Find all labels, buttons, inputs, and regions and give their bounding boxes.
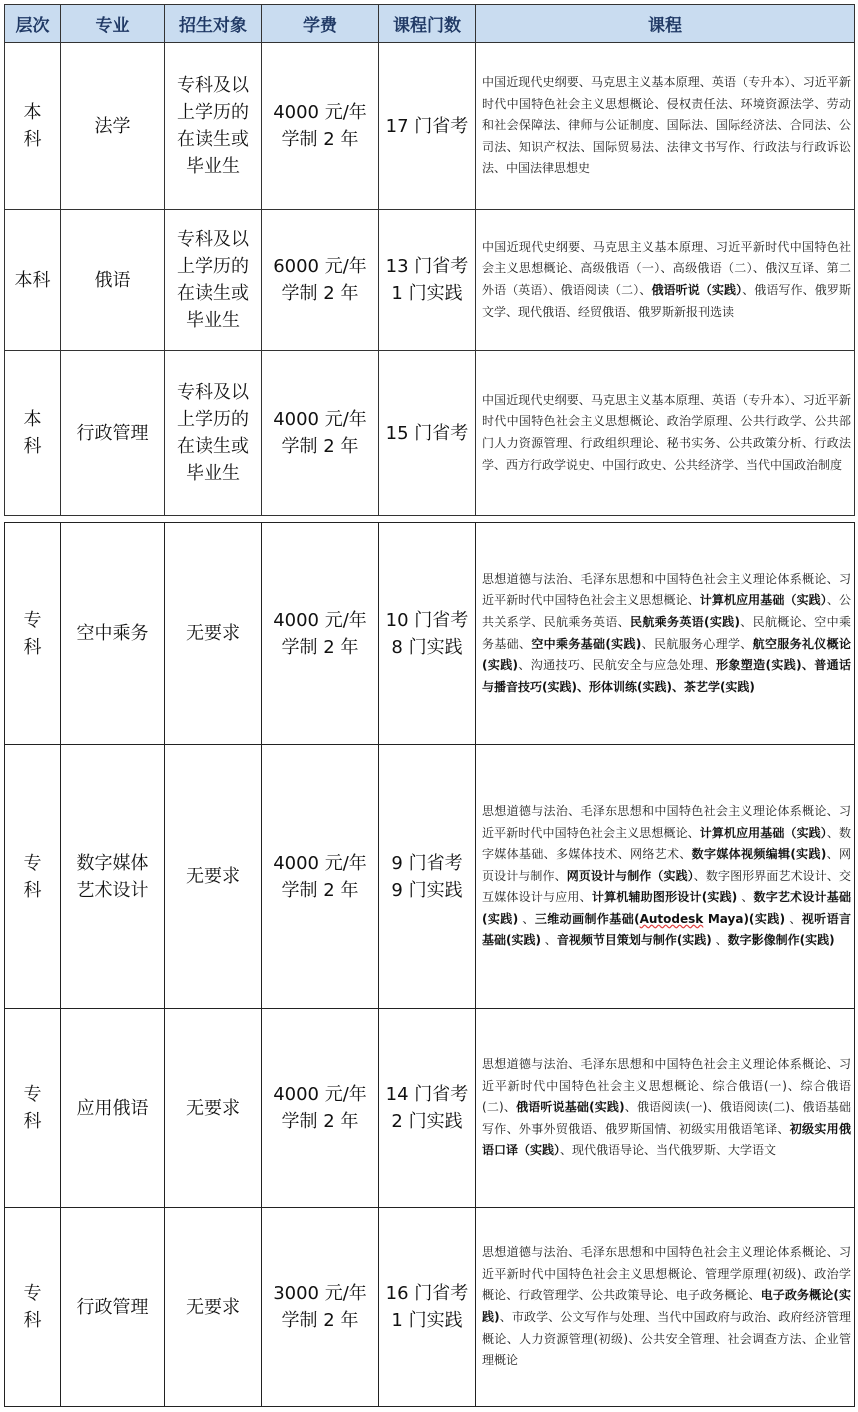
- course-count-cell: 17 门省考: [379, 43, 476, 210]
- table-row: [5, 745, 855, 1009]
- header-level: 层次: [5, 5, 61, 43]
- course-count-cell: 10 门省考 8 门实践: [379, 523, 476, 745]
- fee-cell: 4000 元/年 学制 2 年: [262, 351, 379, 516]
- course-text: 、数字图形界面艺术设计、交互媒体设计与应用、: [482, 868, 851, 905]
- course-text: 、: [785, 911, 802, 926]
- course-practice-item: 三维动画制作基础(: [534, 911, 640, 926]
- course-text: 思想道德与法治、毛泽东思想和中国特色社会主义理论体系概论、习近平新时代中国特色社会主义思想概论、: [482, 571, 851, 608]
- course-practice-item: 数字艺术设计基础(实践): [482, 890, 851, 926]
- fee-cell: 3000 元/年 学制 2 年: [262, 1208, 379, 1407]
- course-text: 、俄语写作、俄罗斯文学、现代俄语、经贸俄语、俄罗斯新报刊选读: [482, 283, 851, 319]
- header-fee: 学费: [262, 5, 379, 43]
- level-cell: 专 科: [5, 523, 61, 745]
- course-text: 、民航概论、空中乘务基础、: [482, 614, 851, 651]
- course-practice-item: Maya)(实践): [703, 911, 786, 926]
- table-row: [5, 1208, 855, 1407]
- header-target: 招生对象: [165, 5, 262, 43]
- header-major: 专业: [61, 5, 165, 43]
- major-cell: 数字媒体 艺术设计: [61, 745, 165, 1009]
- table-header-row: [5, 5, 855, 43]
- course-count-cell: 13 门省考 1 门实践: [379, 210, 476, 351]
- course-count-cell: 15 门省考: [379, 351, 476, 516]
- level-cell: 专 科: [5, 1208, 61, 1407]
- level-cell: 本科: [5, 210, 61, 351]
- target-cell: 专科及以 上学历的 在读生或 毕业生: [165, 351, 262, 516]
- course-practice-item: 视听语言基础(实践): [482, 911, 851, 948]
- level-cell: 本 科: [5, 43, 61, 210]
- course-practice-item: 初级实用俄语口译（实践）: [482, 1121, 851, 1158]
- courses-cell: [476, 523, 855, 745]
- header-course-count: 课程门数: [379, 5, 476, 43]
- major-cell: 行政管理: [61, 351, 165, 516]
- course-practice-item: 数字影像制作(实践): [727, 933, 835, 948]
- major-cell: 空中乘务: [61, 523, 165, 745]
- target-cell: 无要求: [165, 1208, 262, 1407]
- course-text: 、现代俄语导论、当代俄罗斯、大学语文: [560, 1143, 777, 1158]
- course-practice-item: 计算机辅助图形设计(实践): [591, 890, 738, 905]
- course-text: 中国近现代史纲要、马克思主义基本原理、英语（专升本）、习近平新时代中国特色社会主义思想概论、侵权责任法、环境资源法学、劳动和社会保障法、律师与公证制度、国际法、国际经济法、合同法、公司法、知识产权法、国际贸易法、法律文书写作、行政法与行政诉讼法、中国法律思想史: [482, 75, 851, 176]
- target-cell: 无要求: [165, 1009, 262, 1208]
- major-cell: 俄语: [61, 210, 165, 351]
- course-text: 思想道德与法治、毛泽东思想和中国特色社会主义理论体系概论、习近平新时代中国特色社会主义思想概论、管理学原理(初级)、政治学概论、行政管理学、公共政策导论、电子政务概论、: [482, 1245, 851, 1303]
- level-cell: 专 科: [5, 1009, 61, 1208]
- course-text: 、: [518, 911, 535, 926]
- course-practice-item: 民航乘务英语(实践): [630, 614, 740, 629]
- course-text: 、数字媒体基础、多媒体技术、网络艺术、: [482, 825, 851, 862]
- course-practice-item: 电子政务概论(实践): [482, 1288, 851, 1324]
- course-text: 、市政学、公文写作与处理、当代中国政府与政治、政府经济管理概论、人力资源管理(初级)、公共安全管理、社会调查方法、企业管理概论: [482, 1310, 851, 1368]
- course-practice-item: 俄语听说（实践）: [651, 283, 743, 297]
- table-row: [5, 1009, 855, 1208]
- target-cell: 无要求: [165, 745, 262, 1009]
- course-text: 、: [711, 933, 728, 948]
- program-table-associate: [4, 522, 855, 1407]
- course-text: 中国近现代史纲要、马克思主义基本原理、习近平新时代中国特色社会主义思想概论、高级俄语（一）、高级俄语（二）、俄汉互译、第二外语（英语）、俄语阅读（二）、: [482, 239, 851, 297]
- course-practice-item: 网页设计与制作（实践）: [566, 868, 694, 883]
- header-courses: 课程: [476, 5, 855, 43]
- course-text: 思想道德与法治、毛泽东思想和中国特色社会主义理论体系概论、习近平新时代中国特色社会主义思想概论、: [482, 803, 851, 840]
- table-row: [5, 210, 855, 351]
- target-cell: 专科及以 上学历的 在读生或 毕业生: [165, 43, 262, 210]
- courses-cell: [476, 43, 855, 210]
- major-cell: 法学: [61, 43, 165, 210]
- course-text: 思想道德与法治、毛泽东思想和中国特色社会主义理论体系概论、习近平新时代中国特色社会主义思想概论、综合俄语(一)、综合俄语(二)、: [482, 1057, 851, 1115]
- course-text: 、民航服务心理学、: [641, 636, 753, 651]
- course-text: 、: [540, 933, 557, 948]
- level-cell: 专 科: [5, 745, 61, 1009]
- course-practice-item: 计算机应用基础（实践）: [699, 825, 827, 840]
- course-text: 、公共关系学、民航乘务英语、: [482, 593, 851, 629]
- table-row: [5, 351, 855, 516]
- course-text: 、俄语阅读(一)、俄语阅读(二)、俄语基础写作、外事外贸俄语、俄罗斯国情、初级实用俄语笔译、: [482, 1100, 851, 1136]
- courses-cell: [476, 210, 855, 351]
- course-text: 、网页设计与制作、: [482, 847, 851, 883]
- target-cell: 无要求: [165, 523, 262, 745]
- fee-cell: 4000 元/年 学制 2 年: [262, 745, 379, 1009]
- course-count-cell: 16 门省考 1 门实践: [379, 1208, 476, 1407]
- courses-cell: [476, 1208, 855, 1407]
- fee-cell: 4000 元/年 学制 2 年: [262, 1009, 379, 1208]
- course-practice-item: 空中乘务基础(实践): [531, 636, 642, 651]
- level-cell: 本 科: [5, 351, 61, 516]
- courses-cell: [476, 351, 855, 516]
- course-count-cell: 14 门省考 2 门实践: [379, 1009, 476, 1208]
- major-cell: 应用俄语: [61, 1009, 165, 1208]
- course-practice-item: Autodesk: [639, 911, 704, 926]
- course-practice-item: 航空服务礼仪概论(实践): [482, 636, 851, 673]
- program-table-bachelor: [4, 4, 855, 516]
- course-text: 中国近现代史纲要、马克思主义基本原理、英语（专升本）、习近平新时代中国特色社会主义思想概论、政治学原理、公共行政学、公共部门人力资源管理、行政组织理论、秘书实务、公共政策分析、行政法学、西方行政学说史、中国行政史、公共经济学、当代中国政治制度: [482, 392, 851, 472]
- target-cell: 专科及以 上学历的 在读生或 毕业生: [165, 210, 262, 351]
- course-text: 、沟通技巧、民航安全与应急处理、: [518, 658, 717, 673]
- fee-cell: 6000 元/年 学制 2 年: [262, 210, 379, 351]
- course-text: 、: [737, 890, 754, 905]
- course-practice-item: 俄语听说基础(实践): [516, 1100, 625, 1115]
- courses-cell: [476, 1009, 855, 1208]
- fee-cell: 4000 元/年 学制 2 年: [262, 43, 379, 210]
- course-count-cell: 9 门省考 9 门实践: [379, 745, 476, 1009]
- fee-cell: 4000 元/年 学制 2 年: [262, 523, 379, 745]
- course-practice-item: 计算机应用基础（实践）: [699, 593, 827, 608]
- table-row: [5, 43, 855, 210]
- major-cell: 行政管理: [61, 1208, 165, 1407]
- course-practice-item: 形象塑造(实践)、普通话与播音技巧(实践)、形体训练(实践)、茶艺学(实践): [482, 658, 851, 694]
- courses-cell: [476, 745, 855, 1009]
- course-practice-item: 音视频节目策划与制作(实践): [556, 933, 712, 948]
- table-row: [5, 523, 855, 745]
- course-practice-item: 数字媒体视频编辑(实践): [691, 847, 827, 862]
